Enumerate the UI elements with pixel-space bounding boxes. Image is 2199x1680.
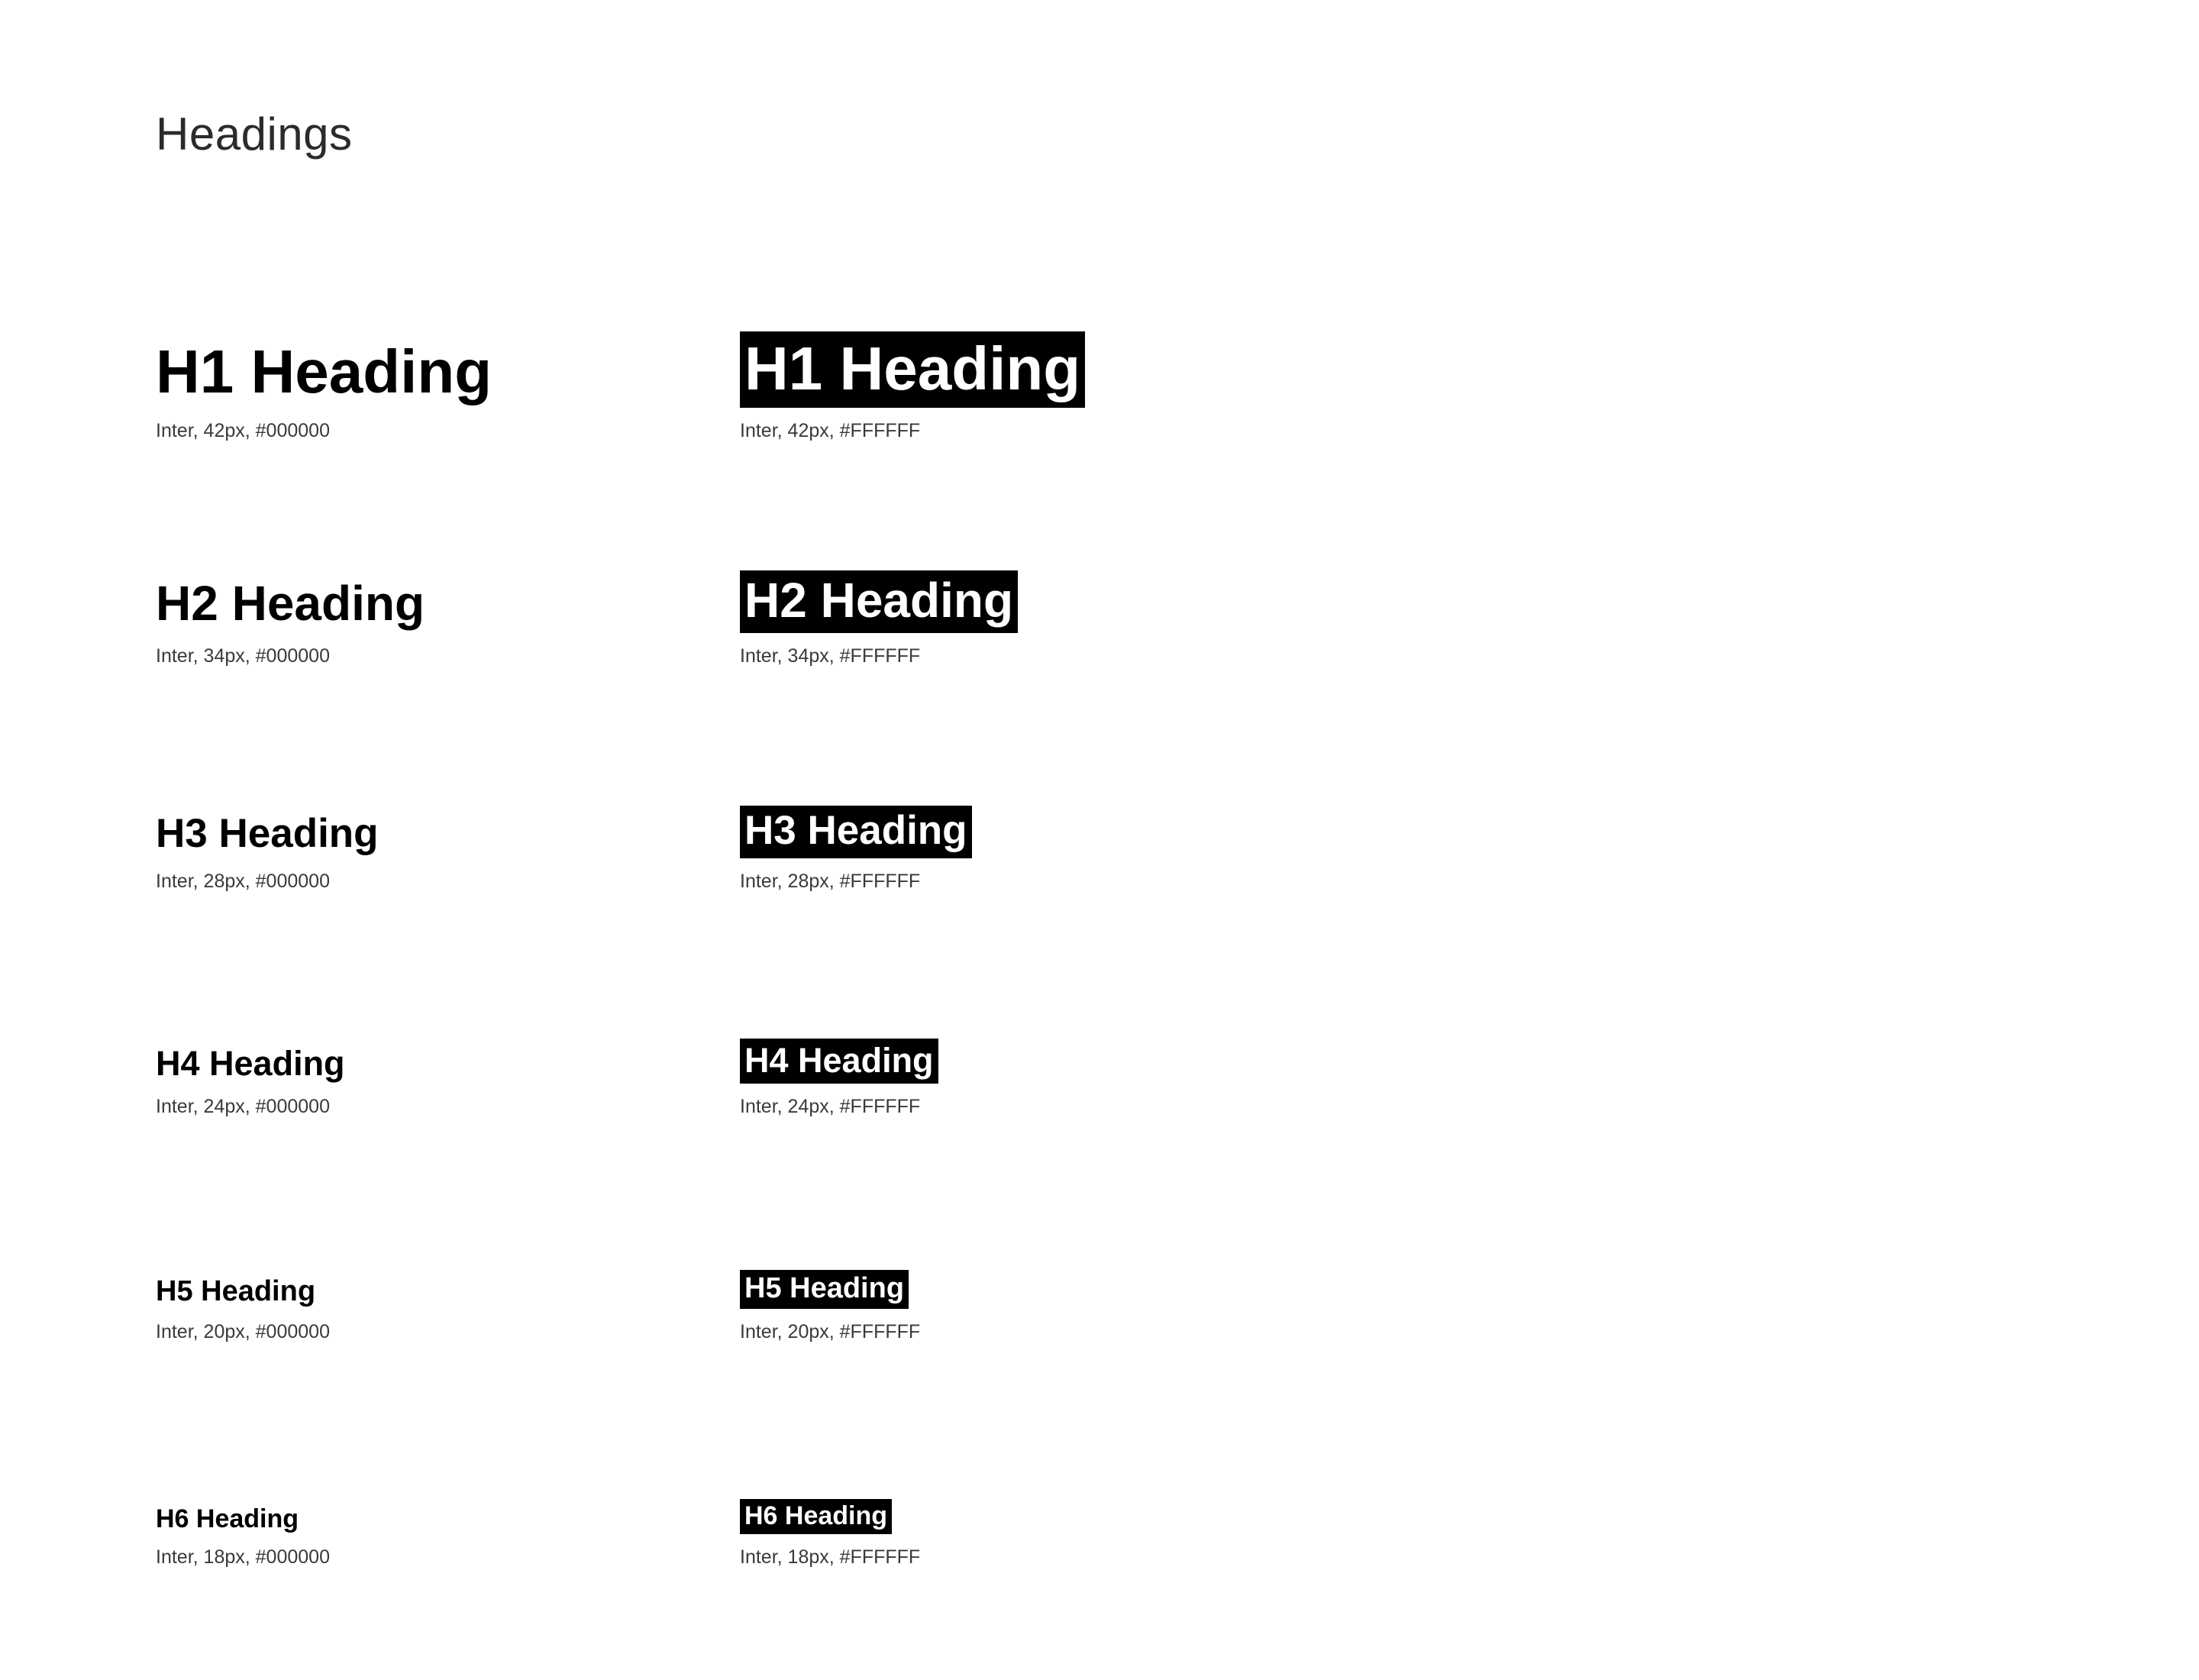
meta-wrap-h1-light	[156, 418, 492, 444]
sample-wrap-h6-light	[156, 1455, 330, 1534]
sample-text-h2-dark: H2 Heading	[740, 570, 1018, 633]
headings-specimen-grid	[156, 328, 1988, 1680]
sample-text-h6-light: H6 Heading	[156, 1504, 299, 1533]
sample-wrap-h1-dark	[740, 328, 1085, 408]
heading-row-h6	[156, 1455, 1988, 1680]
meta-wrap-h3-light	[156, 869, 379, 894]
heading-dark-sample-h3	[740, 779, 972, 894]
heading-row-h3	[156, 779, 1988, 1004]
sample-wrap-h5-dark	[740, 1229, 920, 1309]
sample-meta-h2-light: Inter, 34px, #000000	[156, 645, 330, 667]
sample-wrap-h6-dark	[740, 1455, 920, 1534]
sample-meta-h1-light: Inter, 42px, #000000	[156, 420, 330, 441]
meta-wrap-h2-light	[156, 644, 425, 669]
sample-wrap-h3-light	[156, 779, 379, 858]
sample-meta-h2-dark: Inter, 34px, #FFFFFF	[740, 645, 921, 667]
meta-wrap-h2-dark	[740, 644, 1018, 669]
sample-wrap-h2-light	[156, 554, 425, 633]
meta-wrap-h6-dark	[740, 1545, 920, 1570]
sample-wrap-h5-light	[156, 1229, 330, 1309]
sample-text-h1-light: H1 Heading	[156, 337, 492, 405]
heading-light-sample-h3	[156, 779, 379, 894]
heading-dark-sample-h2	[740, 554, 1018, 669]
heading-row-h1	[156, 328, 1988, 554]
meta-wrap-h4-light	[156, 1094, 345, 1119]
heading-dark-sample-h5	[740, 1229, 920, 1345]
sample-wrap-h4-dark	[740, 1004, 938, 1084]
sample-text-h1-dark: H1 Heading	[740, 331, 1085, 408]
sample-text-h6-dark: H6 Heading	[740, 1499, 892, 1534]
sample-wrap-h3-dark	[740, 779, 972, 858]
meta-wrap-h3-dark	[740, 869, 972, 894]
meta-wrap-h4-dark	[740, 1094, 938, 1119]
sample-text-h4-dark: H4 Heading	[740, 1039, 938, 1084]
sample-text-h3-dark: H3 Heading	[740, 806, 972, 858]
heading-light-sample-h6	[156, 1455, 330, 1570]
meta-wrap-h5-light	[156, 1320, 330, 1345]
sample-text-h2-light: H2 Heading	[156, 576, 425, 632]
heading-dark-sample-h6	[740, 1455, 920, 1570]
sample-meta-h4-light: Inter, 24px, #000000	[156, 1096, 330, 1117]
page-title: Headings	[156, 108, 353, 160]
heading-dark-sample-h4	[740, 1004, 938, 1119]
sample-meta-h5-light: Inter, 20px, #000000	[156, 1321, 330, 1342]
heading-row-h2	[156, 554, 1988, 779]
sample-text-h3-light: H3 Heading	[156, 811, 379, 857]
meta-wrap-h1-dark	[740, 418, 1085, 444]
sample-wrap-h2-dark	[740, 554, 1018, 633]
sample-text-h4-light: H4 Heading	[156, 1043, 345, 1083]
meta-wrap-h6-light	[156, 1545, 330, 1570]
sample-text-h5-light: H5 Heading	[156, 1275, 316, 1308]
heading-row-h5	[156, 1229, 1988, 1455]
sample-text-h5-dark: H5 Heading	[740, 1270, 909, 1309]
sample-meta-h6-dark: Inter, 18px, #FFFFFF	[740, 1546, 921, 1568]
heading-light-sample-h4	[156, 1004, 345, 1119]
heading-light-sample-h1	[156, 328, 492, 444]
sample-meta-h5-dark: Inter, 20px, #FFFFFF	[740, 1321, 921, 1342]
heading-light-sample-h2	[156, 554, 425, 669]
sample-wrap-h4-light	[156, 1004, 345, 1084]
heading-light-sample-h5	[156, 1229, 330, 1345]
sample-meta-h3-light: Inter, 28px, #000000	[156, 871, 330, 892]
sample-wrap-h1-light	[156, 328, 492, 408]
heading-dark-sample-h1	[740, 328, 1085, 444]
meta-wrap-h5-dark	[740, 1320, 920, 1345]
sample-meta-h4-dark: Inter, 24px, #FFFFFF	[740, 1096, 921, 1117]
sample-meta-h3-dark: Inter, 28px, #FFFFFF	[740, 871, 921, 892]
heading-row-h4	[156, 1004, 1988, 1229]
sample-meta-h1-dark: Inter, 42px, #FFFFFF	[740, 420, 921, 441]
sample-meta-h6-light: Inter, 18px, #000000	[156, 1546, 330, 1568]
